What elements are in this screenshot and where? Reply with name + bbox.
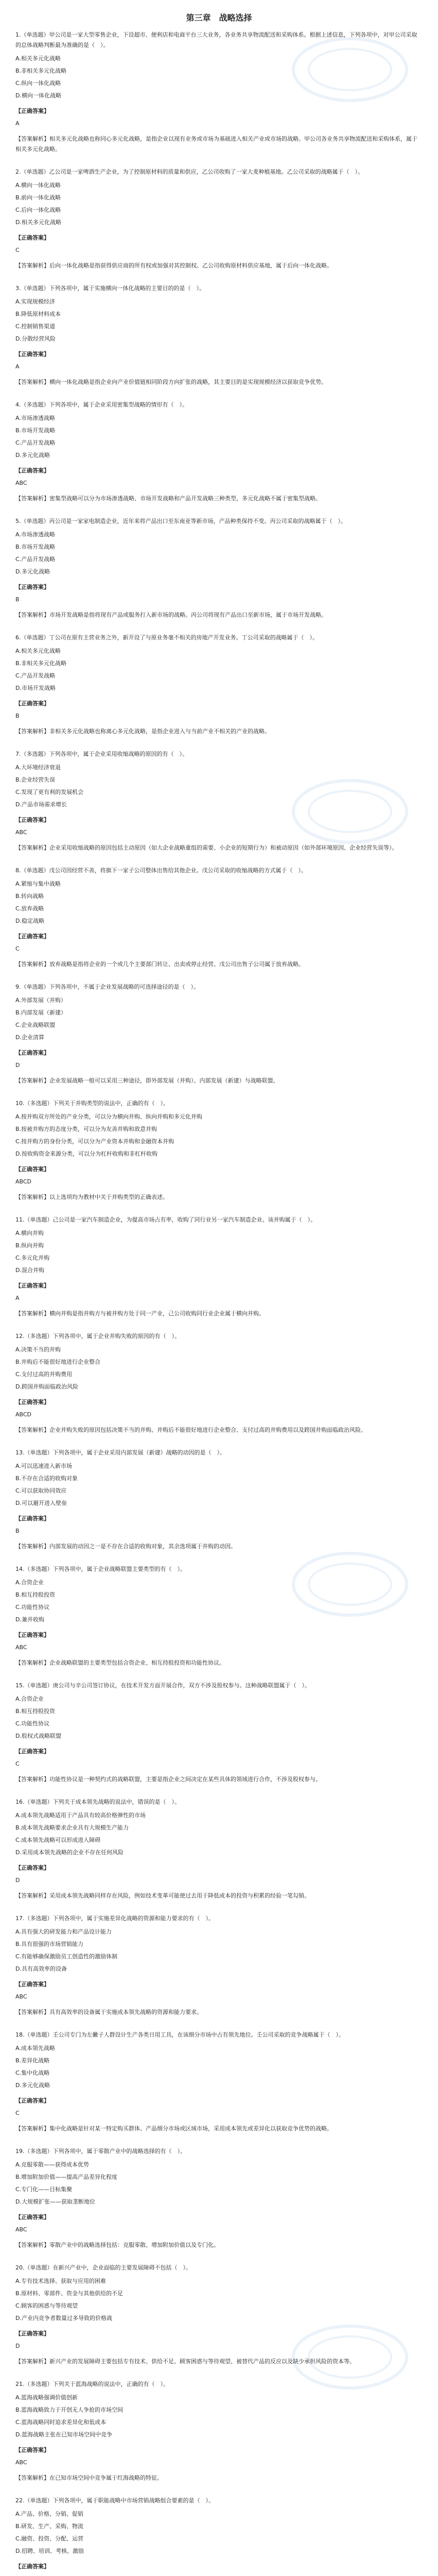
- correct-answer-label: 【正确答案】: [15, 1399, 49, 1405]
- answer-analysis: 【答案解析】后向一体化战略是指获得供应商的所有权或加强对其控制权。乙公司收购原材料供应基地，属于后向一体化战略。: [15, 262, 332, 269]
- answer-option: D.招聘、培训、考核、激励: [15, 2548, 84, 2554]
- question-block: [15, 1913, 423, 2018]
- correct-answer-label: 【正确答案】: [15, 234, 49, 241]
- answer-option: A.克服零散——获得成本优势: [15, 2161, 89, 2168]
- answer-option: C.后向一体化战略: [15, 207, 61, 213]
- answer-analysis: 【答案解析】密集型战略可以分为市场渗透战略、市场开发战略和产品开发战略三种类型，多元化战略不属于密集型战略。: [15, 495, 321, 502]
- answer-analysis: 【答案解析】企业并购失败的原因包括决策不当的并购、并购后不能很好地进行企业整合、支付过高的并购费用以及跨国并购面临政治风险。: [15, 1427, 366, 1433]
- question-text: 16.（单选题）下列关于成本领先战略的说法中，错误的是（ ）。: [15, 1799, 180, 1805]
- answer-option: A.成本领先战略适用于产品具有较高价格弹性的市场: [15, 1812, 146, 1819]
- answer-option: D.蓝海战略主张在已知市场空间中竞争: [15, 2431, 112, 2438]
- answer-option: C.发现了更有利的发展机会: [15, 789, 84, 795]
- correct-answer-label: 【正确答案】: [15, 351, 49, 358]
- question-block: [15, 1098, 423, 1202]
- question-text: 6.（单选题）丁公司在原有主营业务之外，新开设了与原业务毫不相关的房地产开发业务。丁公司采取的战略属于（ ）。: [15, 634, 318, 641]
- question-block: [15, 1215, 423, 1319]
- correct-answer-label: 【正确答案】: [15, 1748, 49, 1755]
- correct-answer-label: 【正确答案】: [15, 1166, 49, 1173]
- correct-answer-value: D: [15, 1062, 20, 1069]
- answer-option: A.成本领先战略: [15, 2045, 55, 2052]
- correct-answer-value: A: [15, 120, 20, 127]
- answer-option: B.前向一体化战略: [15, 194, 61, 201]
- question-block: [15, 1564, 423, 1668]
- answer-analysis: 【答案解析】新兴产业的发展障碍主要包括专有技术、供给不足、顾客困惑与等待观望、被替代产品的反应以及缺少承担风险的资本等。: [15, 2358, 355, 2365]
- answer-option: C.专门化——目标集聚: [15, 2186, 73, 2193]
- answer-option: A.相关多元化战略: [15, 55, 61, 62]
- correct-answer-value: ABCD: [15, 1178, 32, 1185]
- question-text: 7.（多选题）下列各项中，属于企业采用收缩战略的原因的有（ ）。: [15, 751, 188, 757]
- question-text: 10.（多选题）下列关于并购类型的说法中，正确的有（ ）。: [15, 1100, 169, 1107]
- answer-option: B.不存在合适的收购对象: [15, 1475, 78, 1482]
- answer-option: B.市场开发战略: [15, 427, 56, 434]
- answer-analysis: 【答案解析】在已知市场空间中竞争属于红海战略的特征。: [15, 2475, 163, 2481]
- answer-analysis: 【答案解析】企业发展战略一般可以采用三种途径，即外部发展（并购）、内部发展（新建）与战略联盟。: [15, 1077, 279, 1084]
- correct-answer-value: D: [15, 2343, 20, 2349]
- answer-option: B.市场开发战略: [15, 544, 56, 550]
- answer-analysis: 【答案解析】横向一体化战略是指企业向产业价值链相同阶段方向扩张的战略，其主要目的是实现规模经济以获取竞争优势。: [15, 379, 327, 385]
- correct-answer-value: B: [15, 713, 20, 719]
- answer-option: B.降低原材料成本: [15, 311, 61, 317]
- answer-analysis: 【答案解析】具有高效率的设备属于实施成本领先战略的资源和能力要求。: [15, 2009, 202, 2015]
- correct-answer-value: ABC: [15, 480, 27, 486]
- question-block: [15, 516, 423, 620]
- question-block: [15, 167, 423, 271]
- answer-analysis: 【答案解析】放弃战略是指将企业的一个或几个主要部门转让、出卖或停止经营。戊公司出售子公司属于放弃战略。: [15, 961, 304, 968]
- correct-answer-label: 【正确答案】: [15, 1282, 49, 1289]
- answer-option: C.功能性协议: [15, 1720, 50, 1727]
- answer-option: B.差异化战略: [15, 2057, 50, 2064]
- question-text: 8.（单选题）戊公司因经营不善，将旗下一家子公司整体出售给其他企业。戊公司采取的收缩战略的方式属于（ ）。: [15, 867, 307, 874]
- answer-option: D.产品市场需求增长: [15, 801, 67, 808]
- answer-option: C.集中化战略: [15, 2070, 50, 2076]
- question-block: [15, 982, 423, 1086]
- question-block: [15, 2496, 423, 2576]
- answer-option: D.多元化战略: [15, 452, 50, 459]
- question-block: [15, 633, 423, 737]
- correct-answer-value: ABCD: [15, 1411, 32, 1418]
- answer-analysis: 【答案解析】以上选项均为教材中关于并购类型的正确表述。: [15, 1194, 168, 1200]
- question-text: 3.（单选题）下列各项中，属于实施横向一体化战略的主要目的的是（ ）。: [15, 285, 205, 292]
- answer-analysis: 【答案解析】非相关多元化战略也称离心多元化战略，是指企业进入与当前产业不相关的产业的战略。: [15, 728, 270, 735]
- question-text: 11.（单选题）己公司是一家汽车制造企业，为提高市场占有率，收购了同行业另一家汽车制造企业。该并购属于（ ）。: [15, 1216, 316, 1223]
- answer-option: B.纵向并购: [15, 1242, 44, 1249]
- answer-analysis: 【答案解析】集中化战略是针对某一特定购买群体、产品细分市场或区域市场，采用成本领先或差异化以获取竞争优势的战略。: [15, 2125, 332, 2132]
- answer-analysis: 【答案解析】功能性协议是一种契约式的战略联盟，主要是指企业之间决定在某些具体的领域进行合作，不涉及股权参与。: [15, 1776, 321, 1783]
- answer-option: B.企业经营失误: [15, 776, 56, 783]
- answer-option: A.可以迅速进入新市场: [15, 1463, 72, 1469]
- question-block: [15, 1448, 423, 1552]
- correct-answer-label: 【正确答案】: [15, 1865, 49, 1871]
- answer-option: C.融资、投资、分配、运营: [15, 2535, 84, 2542]
- answer-option: D.横向一体化战略: [15, 92, 61, 99]
- answer-option: C.支付过高的并购费用: [15, 1371, 73, 1378]
- question-block: [15, 866, 423, 970]
- answer-option: D.分散经营风险: [15, 335, 56, 342]
- answer-option: B.成本领先战略要求企业具有大规模生产能力: [15, 1824, 129, 1831]
- answer-option: D.跨国并购面临政治风险: [15, 1383, 78, 1390]
- correct-answer-label: 【正确答案】: [15, 584, 49, 590]
- question-text: 18.（单选题）壬公司专门为左撇子人群设计生产各类日用工具，在该细分市场中占有领先地位。壬公司采取的竞争战略属于（ ）。: [15, 2031, 344, 2038]
- question-text: 19.（多选题）下列各项中，属于零散产业中的战略选择的有（ ）。: [15, 2148, 186, 2155]
- correct-answer-label: 【正确答案】: [15, 1632, 49, 1638]
- question-text: 13.（单选题）下列各项中，属于企业采用内部发展（新建）战略的动因的是（ ）。: [15, 1449, 225, 1456]
- answer-option: D.多元化战略: [15, 568, 50, 575]
- answer-option: D.兼并收购: [15, 1616, 44, 1623]
- answer-option: A.市场渗透战略: [15, 415, 55, 421]
- answer-option: A.合资企业: [15, 1579, 44, 1586]
- correct-answer-value: B: [15, 1528, 20, 1534]
- correct-answer-value: ABC: [15, 829, 27, 836]
- answer-option: A.大环境经济衰退: [15, 764, 61, 771]
- correct-answer-label: 【正确答案】: [15, 2447, 49, 2453]
- document-title: 第三章 战略选择: [186, 13, 252, 23]
- answer-option: A.合资企业: [15, 1696, 44, 1702]
- question-text: 1.（单选题）甲公司是一家大型零售企业，下设超市、便利店和电商平台三大业务，各业务共享物流配送和采购体系。根据上述信息，下列各项中，对甲公司采取的总体战略判断最为准确的是（ ）。: [15, 31, 417, 48]
- correct-answer-value: C: [15, 2110, 20, 2116]
- question-block: [15, 1331, 423, 1435]
- answer-analysis: 【答案解析】采用成本领先战略同样存在风险，例如技术变革可能使过去用于降低成本的投资与积累的经验一笔勾销。: [15, 1892, 310, 1899]
- question-text: 9.（单选题）下列各项中，不属于企业发展战略的可选择途径的是（ ）。: [15, 984, 199, 990]
- answer-option: D.相关多元化战略: [15, 219, 61, 226]
- correct-answer-value: C: [15, 247, 20, 253]
- answer-option: A.产品、价格、分销、促销: [15, 2511, 83, 2517]
- answer-option: B.相互持股投资: [15, 1708, 56, 1715]
- correct-answer-value: C: [15, 945, 20, 952]
- answer-option: A.蓝海战略强调价值创新: [15, 2394, 78, 2401]
- correct-answer-value: C: [15, 1760, 20, 1767]
- answer-option: D.具有高效率的设备: [15, 1965, 67, 1972]
- answer-option: A.市场渗透战略: [15, 531, 55, 538]
- answer-option: C.可以获取协同效应: [15, 1487, 67, 1494]
- answer-option: A.专有技术选择、获取与应用的困难: [15, 2278, 106, 2284]
- question-text: 12.（多选题）下列各项中，属于企业并购失败的原因的有（ ）。: [15, 1333, 180, 1340]
- correct-answer-value: A: [15, 363, 20, 370]
- answer-option: D.按收购资金来源分类，可以分为杠杆收购和非杠杆收购: [15, 1150, 157, 1157]
- question-text: 5.（单选题）丙公司是一家家电制造企业，近年来将产品出口至东南亚等新市场，产品种类保持不变。丙公司采取的战略属于（ ）。: [15, 518, 346, 524]
- answer-analysis: 【答案解析】横向并购是指并购方与被并购方处于同一产业，己公司收购同行业企业属于横向并购。: [15, 1310, 265, 1317]
- question-block: [15, 1797, 423, 1901]
- answer-analysis: 【答案解析】企业战略联盟的主要类型包括合资企业、相互持股投资和功能性协议。: [15, 1659, 225, 1666]
- correct-answer-label: 【正确答案】: [15, 467, 49, 474]
- answer-option: B.非相关多元化战略: [15, 67, 67, 74]
- answer-option: D.稳定战略: [15, 918, 44, 924]
- answer-option: C.产品开发战略: [15, 439, 56, 446]
- answer-option: D.企业清算: [15, 1034, 44, 1041]
- answer-option: C.按并购方的身份分类，可以分为产业资本并购和金融资本并购: [15, 1138, 174, 1145]
- question-list: [0, 27, 438, 2576]
- answer-option: A.相关多元化战略: [15, 648, 61, 654]
- correct-answer-label: 【正确答案】: [15, 108, 49, 114]
- answer-option: B.转向战略: [15, 893, 44, 900]
- answer-option: C.功能性协议: [15, 1604, 50, 1611]
- answer-analysis: 【答案解析】相关多元化战略也称同心多元化战略，是指企业以现有业务或市场为基础进入相关产业或市场的战略。甲公司各业务共享物流配送和采购体系，属于相关多元化战略。: [15, 135, 417, 152]
- correct-answer-value: ABC: [15, 2226, 27, 2233]
- answer-option: B.非相关多元化战略: [15, 660, 67, 667]
- correct-answer-label: 【正确答案】: [15, 2330, 49, 2337]
- answer-option: B.具有很强的市场营销能力: [15, 1941, 84, 1947]
- answer-option: A.实现规模经济: [15, 298, 55, 305]
- question-block: [15, 30, 423, 155]
- answer-option: D.大规模扩张——获取垄断地位: [15, 2198, 95, 2205]
- correct-answer-value: ABC: [15, 2459, 27, 2466]
- answer-option: C.控制销售渠道: [15, 323, 56, 330]
- answer-analysis: 【答案解析】市场开发战略是指将现有产品或服务打入新市场的战略。丙公司将现有产品出口至新市场，属于市场开发战略。: [15, 612, 327, 618]
- question-text: 2.（单选题）乙公司是一家啤酒生产企业，为了控制原材料的质量和供应，乙公司收购了一家大麦种植基地。乙公司采取的战略属于（ ）。: [15, 168, 363, 175]
- question-block: [15, 749, 423, 853]
- answer-option: A.外部发展（并购）: [15, 997, 66, 1004]
- question-block: [15, 2379, 423, 2483]
- answer-option: A.按并购双方所处的产业分类，可以分为横向并购、纵向并购和多元化并购: [15, 1113, 202, 1120]
- correct-answer-label: 【正确答案】: [15, 1515, 49, 1522]
- question-text: 4.（多选题）下列各项中，属于企业采用密集型战略的情形有（ ）。: [15, 401, 188, 408]
- answer-option: C.多元化并购: [15, 1255, 50, 1261]
- answer-option: B.研发、生产、采购、物流: [15, 2523, 84, 2530]
- answer-option: A.横向并购: [15, 1230, 44, 1236]
- correct-answer-label: 【正确答案】: [15, 817, 49, 823]
- answer-option: D.采用成本领先战略的企业不存在任何风险: [15, 1849, 124, 1856]
- question-block: [15, 2030, 423, 2134]
- answer-option: C.蓝海战略同时追求差异化和低成本: [15, 2419, 107, 2426]
- answer-option: C.顾客的困惑与等待观望: [15, 2302, 78, 2309]
- answer-analysis: 【答案解析】企业采用收缩战略的原因包括主动原因（如大企业战略重组的需要、小企业的短期行为）和被动原因（如外部环境原因、企业经营失误等）。: [15, 844, 398, 851]
- question-block: [15, 283, 423, 387]
- correct-answer-value: B: [15, 596, 20, 603]
- answer-option: D.混合并购: [15, 1267, 44, 1274]
- correct-answer-value: A: [15, 1295, 20, 1301]
- answer-option: B.并购后不能很好地进行企业整合: [15, 1359, 101, 1365]
- correct-answer-value: D: [15, 1877, 20, 1884]
- answer-option: C.有能够确保激励员工创造性的激励体制: [15, 1953, 118, 1960]
- question-text: 14.（多选题）下列各项中，属于企业战略联盟主要类型的有（ ）。: [15, 1566, 186, 1572]
- question-text: 22.（单选题）下列各项中，属于职能战略中市场营销战略组合要素的是（ ）。: [15, 2497, 214, 2504]
- answer-option: D.股权式战略联盟: [15, 1733, 61, 1739]
- answer-option: B.蓝海战略致力于开创无人争抢的市场空间: [15, 2406, 124, 2413]
- answer-option: D.多元化战略: [15, 2082, 50, 2089]
- answer-option: C.产品开发战略: [15, 556, 56, 563]
- correct-answer-value: [15, 2574, 423, 2576]
- answer-option: C.成本领先战略可以形成进入障碍: [15, 1837, 101, 1843]
- correct-answer-label: 【正确答案】: [15, 1981, 49, 1988]
- answer-option: C.纵向一体化战略: [15, 80, 61, 87]
- correct-answer-label: 【正确答案】: [15, 2563, 49, 2570]
- answer-option: D.市场开发战略: [15, 685, 56, 691]
- answer-analysis: 【答案解析】零散产业中的战略选择包括：克服零散、增加附加价值以及专门化。: [15, 2242, 219, 2248]
- question-text: 21.（多选题）下列关于蓝海战略的说法中，正确的有（ ）。: [15, 2381, 169, 2387]
- answer-option: A.紧缩与集中战略: [15, 880, 61, 887]
- answer-option: B.增加附加价值——提高产品差异化程度: [15, 2174, 118, 2180]
- answer-option: C.产品开发战略: [15, 672, 56, 679]
- question-block: [15, 2263, 423, 2367]
- question-text: 15.（单选题）庚公司与辛公司签订协议，在技术开发方面开展合作，双方不涉及股权参与。这种战略联盟属于（ ）。: [15, 1682, 310, 1689]
- answer-option: B.原材料、零部件、资金与其他供给的不足: [15, 2290, 124, 2297]
- answer-option: B.内部发展（新建）: [15, 1009, 67, 1016]
- correct-answer-value: ABC: [15, 1644, 27, 1651]
- answer-analysis: 【答案解析】内部发展的动因之一是不存在合适的收购对象，其余选项属于并购的动因。: [15, 1543, 236, 1550]
- question-block: [15, 2146, 423, 2250]
- correct-answer-label: 【正确答案】: [15, 933, 49, 940]
- answer-option: A.决策不当的并购: [15, 1346, 61, 1353]
- question-block: [15, 1681, 423, 1785]
- answer-option: D.可以避开进入壁垒: [15, 1500, 67, 1506]
- correct-answer-value: ABC: [15, 1993, 27, 2000]
- answer-option: D.产业内竞争者数量过多导致的价格战: [15, 2315, 112, 2321]
- question-block: [15, 400, 423, 504]
- correct-answer-label: 【正确答案】: [15, 700, 49, 707]
- answer-option: B.相互持股投资: [15, 1591, 56, 1598]
- answer-option: C.企业战略联盟: [15, 1022, 56, 1028]
- answer-option: A.横向一体化战略: [15, 182, 61, 189]
- correct-answer-label: 【正确答案】: [15, 1049, 49, 1056]
- correct-answer-label: 【正确答案】: [15, 2097, 49, 2104]
- answer-option: B.按被并购方的态度分类，可以分为友善并购和敌意并购: [15, 1126, 157, 1132]
- question-text: 17.（多选题）下列各项中，属于实施差异化战略的资源和能力要求的有（ ）。: [15, 1915, 214, 1922]
- answer-option: C.放弃战略: [15, 905, 44, 912]
- correct-answer-label: 【正确答案】: [15, 2214, 49, 2221]
- question-text: 20.（单选题）在新兴产业中，企业面临的主要发展障碍不包括（ ）。: [15, 2264, 191, 2271]
- answer-option: A.具有强大的研发能力和产品设计能力: [15, 1928, 112, 1935]
